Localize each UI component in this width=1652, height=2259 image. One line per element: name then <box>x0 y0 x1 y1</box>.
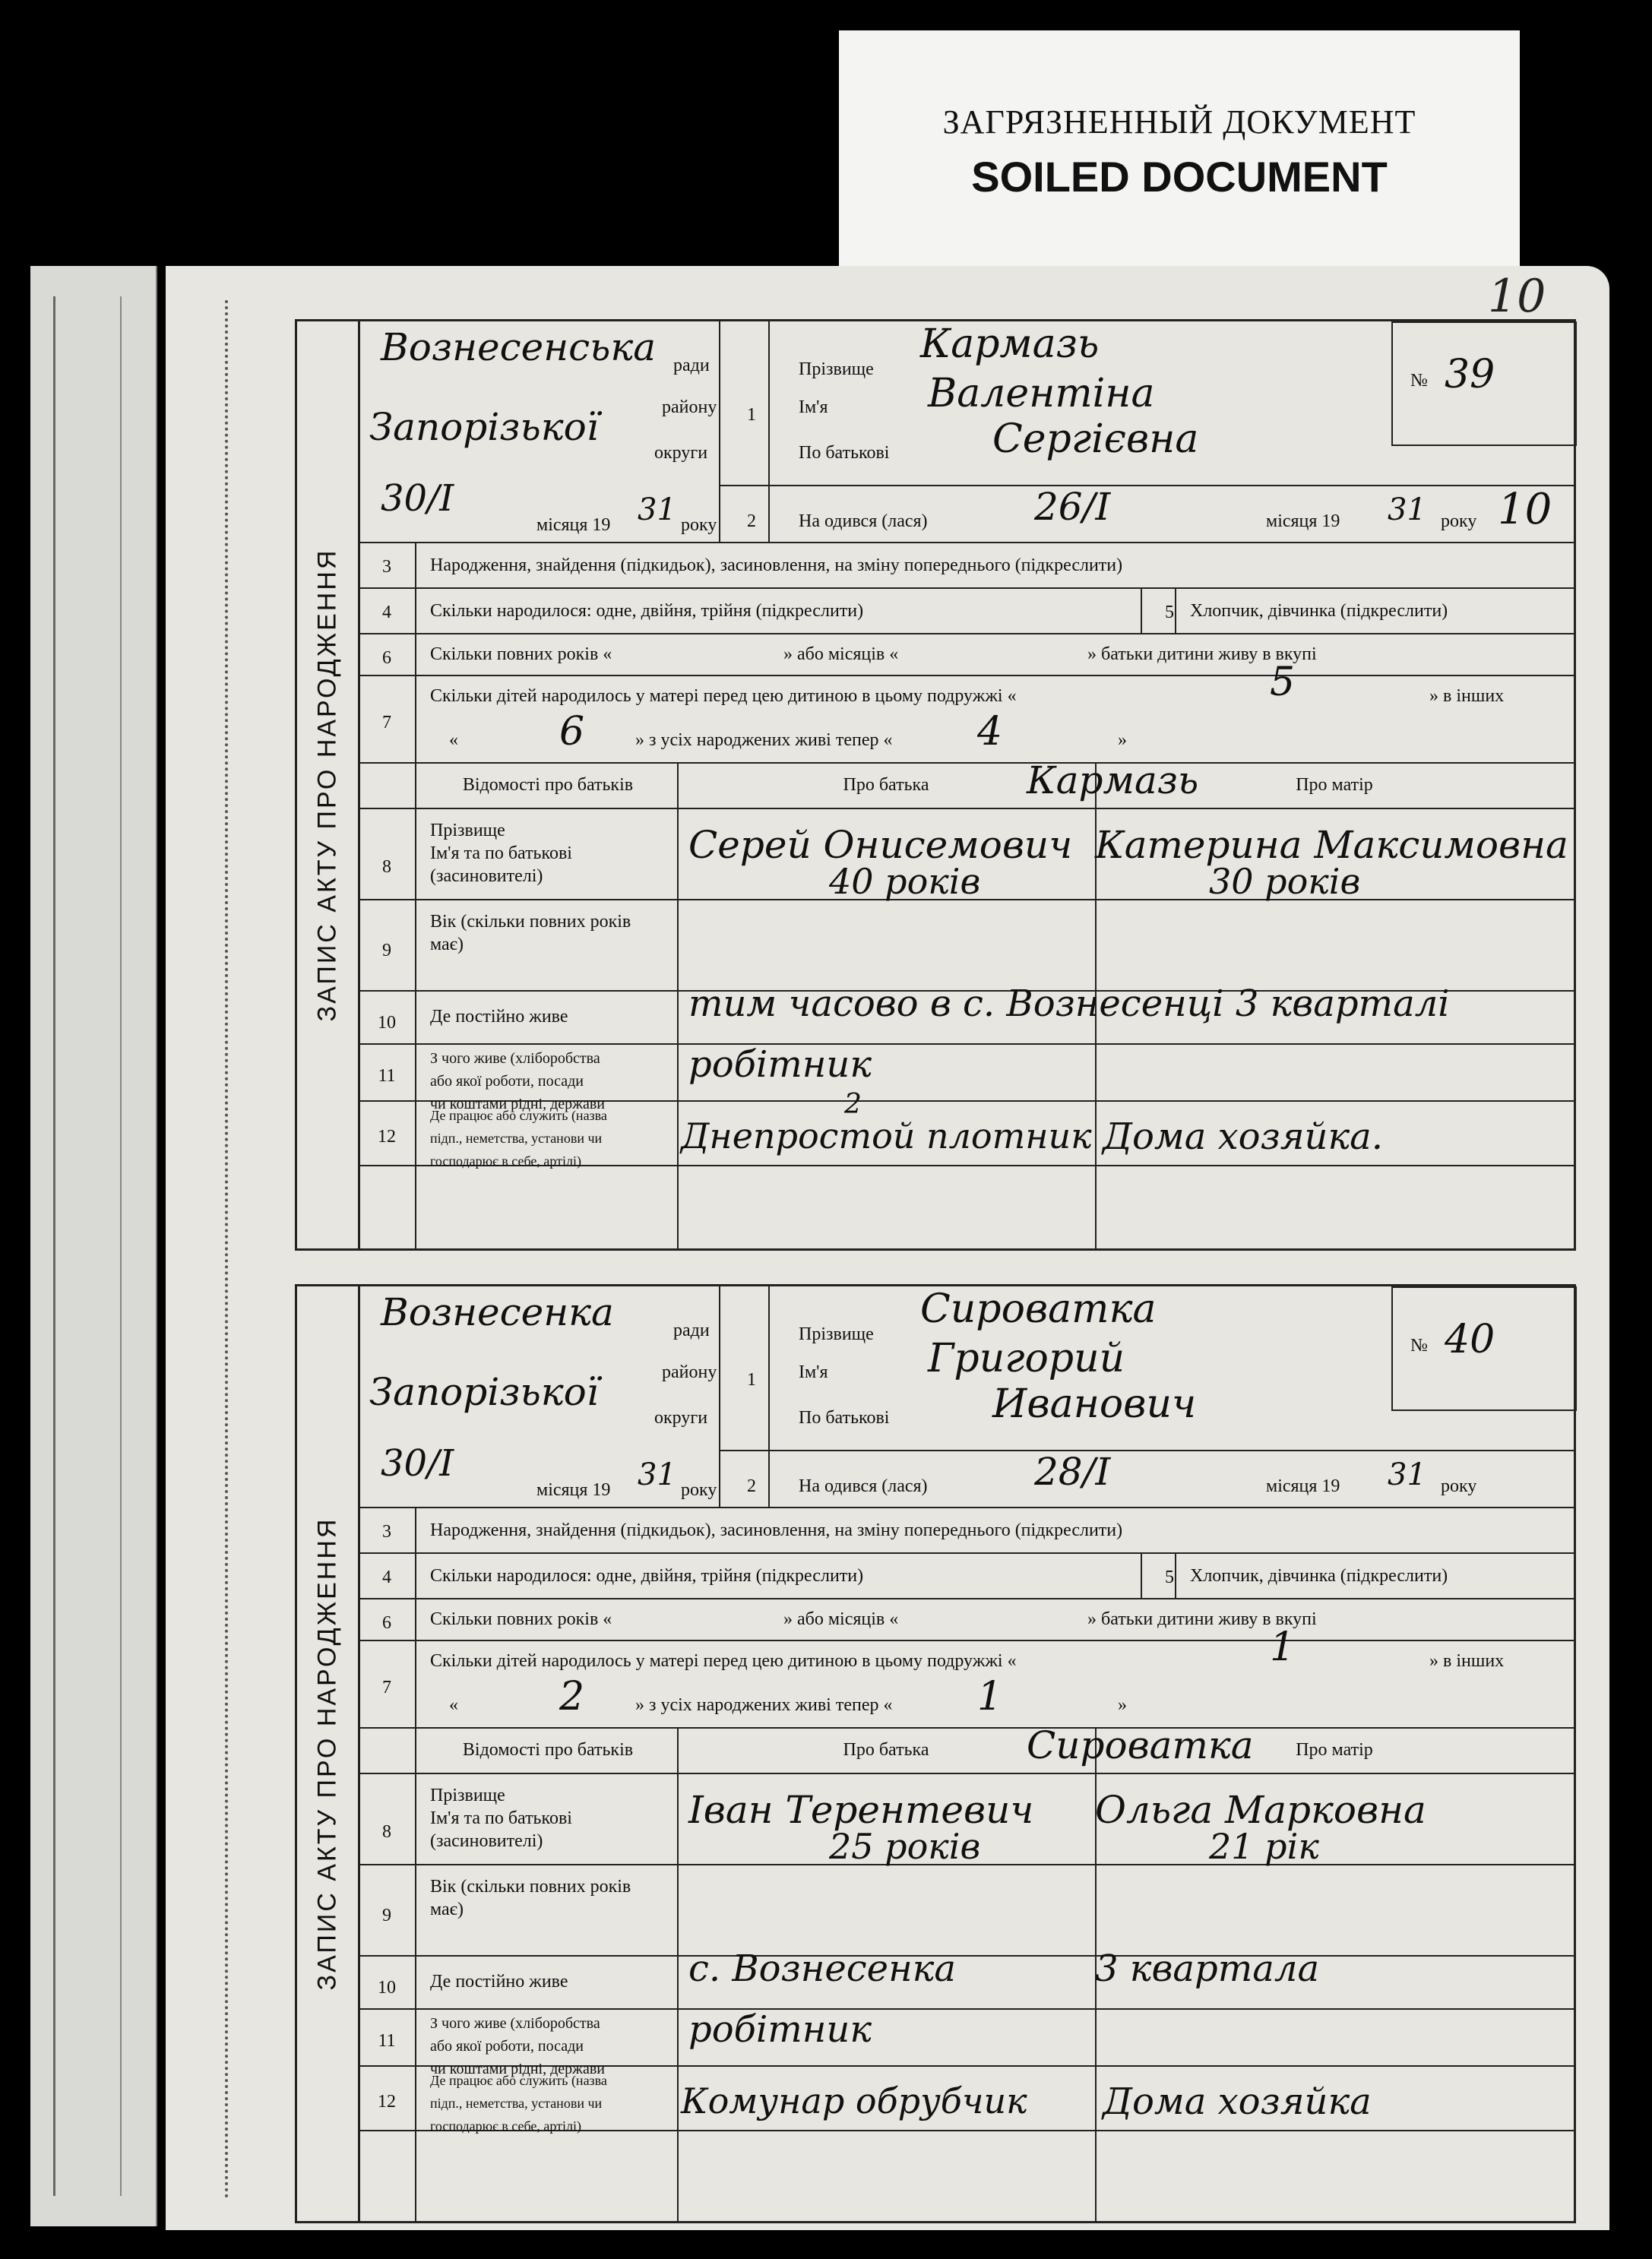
birth-date: 26/I <box>1034 485 1111 529</box>
row-number: 7 <box>382 1678 391 1697</box>
row-number: 9 <box>382 1906 391 1925</box>
row6-text-c: » батьки дитини живу в вкупі <box>1087 644 1317 664</box>
residence-mother: 3 квартала <box>1095 1947 1320 1990</box>
mother-name: Катерина Максимовна <box>1095 823 1568 867</box>
row6-text-b: » або місяців « <box>783 1609 899 1629</box>
row7-text-d: » з усіх народжених живі тепер « <box>635 730 893 750</box>
children-alive: 1 <box>977 1674 1003 1720</box>
label-surname: Прізвище <box>799 359 874 379</box>
header-divider <box>719 1286 720 1507</box>
row-rule <box>358 1598 1574 1599</box>
row4-text: Скільки народилося: одне, двійня, трійня (підкреслити) <box>430 1566 864 1586</box>
registration-year: 31 <box>638 492 676 527</box>
label-month: місяця 19 <box>1266 511 1340 531</box>
children-total: 2 <box>559 1674 585 1720</box>
label-patronymic: По батькові <box>799 443 890 463</box>
label-surname: Прізвище <box>799 1324 874 1344</box>
row-number: 6 <box>382 1613 391 1633</box>
father-work-note: 2 <box>844 1089 862 1120</box>
row-number-column <box>415 1507 416 2221</box>
place-rada: Вознесенська <box>381 325 657 369</box>
children-in-marriage: 1 <box>1270 1625 1296 1670</box>
r8-label: Прізвище Ім'я та по батькові (засиновителі) <box>430 821 572 886</box>
row-number: 10 <box>378 1978 396 1998</box>
row-rule <box>358 1043 1574 1045</box>
row-number: 12 <box>378 2092 396 2112</box>
row-number: 5 <box>1165 1568 1174 1587</box>
label-year: року <box>681 1480 717 1500</box>
children-alive: 4 <box>977 709 1003 755</box>
row7-text-e: » <box>1118 730 1127 750</box>
child-name: Григорий <box>928 1336 1125 1381</box>
label-year: року <box>1441 511 1477 531</box>
row-rule <box>358 762 1574 764</box>
header-mid-rule <box>719 1450 1574 1451</box>
father-age: 40 років <box>829 861 981 902</box>
row5-divider <box>1141 587 1142 633</box>
label-year: року <box>1441 1476 1477 1496</box>
row5-divider <box>1141 1552 1142 1598</box>
birth-year: 31 <box>1388 492 1426 527</box>
label-month: місяця 19 <box>536 1480 611 1500</box>
mother-name: Ольга Марковна <box>1095 1788 1426 1832</box>
row-rule <box>358 1773 1574 1774</box>
label-number: № <box>1410 371 1428 391</box>
row7-text-d: » з усіх народжених живі тепер « <box>635 1695 893 1715</box>
col-mother-header: Про матір <box>1296 775 1373 795</box>
row7-text-a: Скільки дітей народилось у матері перед цею дитиною в цьому подружжі « <box>430 686 1017 706</box>
header-divider <box>719 321 720 542</box>
col-mother-header: Про матір <box>1296 1740 1373 1760</box>
row7-text-c: « <box>449 730 458 750</box>
row4-text: Скільки народилося: одне, двійня, трійня (підкреслити) <box>430 601 864 621</box>
father-age: 25 років <box>829 1826 981 1867</box>
label-number: № <box>1410 1336 1428 1356</box>
row-number: 5 <box>1165 603 1174 622</box>
r11-label: З чого живе (хліборобства або якої роботи, посади чи коштами рідні, держави <box>430 2015 605 2077</box>
row-rule <box>358 633 1574 634</box>
r10-label: Де постійно живе <box>430 1007 568 1027</box>
row-rule <box>358 2008 1574 2010</box>
father-name: Серей Онисемович <box>688 823 1073 867</box>
record-number: 39 <box>1445 352 1495 397</box>
birth-record-1 <box>295 319 1576 1251</box>
row-number: 7 <box>382 713 391 732</box>
r12-label: Де працює або служить (назва підп., неметства, установи чи господарює в себе, артілі) <box>430 2073 607 2134</box>
father-work: Комунар обрубчик <box>681 2080 1027 2121</box>
mother-age: 21 рік <box>1209 1826 1319 1867</box>
binding-edge <box>53 296 55 2196</box>
binding-edge-inner <box>120 296 122 2196</box>
place-okruga: Запорізької <box>369 1370 599 1414</box>
row7-text-a: Скільки дітей народилось у матері перед цею дитиною в цьому подружжі « <box>430 1651 1017 1671</box>
row6-text-b: » або місяців « <box>783 644 899 664</box>
row-rule <box>358 587 1574 589</box>
label-okruga: округи <box>654 1408 708 1428</box>
row6-text-c: » батьки дитини живу в вкупі <box>1087 1609 1317 1629</box>
record-number: 40 <box>1445 1317 1495 1362</box>
row6-text-a: Скільки повних років « <box>430 1609 612 1629</box>
row-number: 8 <box>382 1822 391 1842</box>
row-number: 2 <box>747 1476 756 1496</box>
row3-text: Народження, знайдення (підкидьок), засиновлення, на зміну попереднього (підкреслити) <box>430 1520 1123 1540</box>
book-binding <box>30 266 157 2226</box>
header-divider <box>768 321 770 542</box>
record-side-title: ЗАПИС АКТУ ПРО НАРОДЖЕННЯ <box>297 1286 360 2221</box>
label-rada: ради <box>673 1321 710 1340</box>
row6-text-a: Скільки повних років « <box>430 644 612 664</box>
r10-label: Де постійно живе <box>430 1972 568 1992</box>
header-divider <box>768 1286 770 1507</box>
record-side-title: ЗАПИС АКТУ ПРО НАРОДЖЕННЯ <box>297 321 360 1248</box>
children-total: 6 <box>559 709 585 755</box>
child-patronymic: Сергієвна <box>992 416 1199 462</box>
label-name: Ім'я <box>799 397 828 417</box>
label-rayon: району <box>662 1362 717 1382</box>
register-page <box>166 266 1609 2230</box>
col-father-header: Про батька <box>843 1740 929 1760</box>
r8-label: Прізвище Ім'я та по батькові (засиновителі) <box>430 1786 572 1851</box>
r9-label: Вік (скільки повних років має) <box>430 912 631 954</box>
birth-year: 31 <box>1388 1457 1426 1492</box>
row-rule <box>358 675 1574 676</box>
father-work: Днепростой плотник <box>681 1115 1092 1156</box>
row-number: 12 <box>378 1127 396 1147</box>
r11-label: З чого живе (хліборобства або якої роботи, посади чи коштами рідні, держави <box>430 1050 605 1112</box>
residence: с. Вознесенка <box>688 1947 956 1990</box>
page-perforation <box>225 300 228 2200</box>
row7-text-b: » в інших <box>1429 1651 1505 1671</box>
row-number-column <box>415 542 416 1248</box>
child-name: Валентіна <box>928 371 1155 416</box>
row-number: 3 <box>382 1522 391 1542</box>
col-father-header: Про батька <box>843 775 929 795</box>
row-number: 10 <box>378 1013 396 1033</box>
child-surname: Сироватка <box>920 1286 1157 1332</box>
label-month: місяця 19 <box>1266 1476 1340 1496</box>
children-in-marriage: 5 <box>1270 660 1296 705</box>
row-rule <box>358 808 1574 809</box>
child-surname: Кармазь <box>920 321 1100 367</box>
col-info-header: Відомості про батьків <box>462 775 634 795</box>
occupation: робітник <box>688 1043 872 1086</box>
row-number: 2 <box>747 511 756 531</box>
mother-work: Дома хозяйка <box>1103 2080 1372 2123</box>
row-number: 1 <box>747 1370 756 1390</box>
row-rule <box>358 542 1574 543</box>
registration-date: 30/I <box>381 477 454 520</box>
parents-col-divider <box>677 762 679 1248</box>
father-name: Іван Терентевич <box>688 1788 1034 1832</box>
parents-col-divider <box>677 1727 679 2221</box>
row5-text: Хлопчик, дівчинка (підкреслити) <box>1190 1566 1448 1586</box>
label-name: Ім'я <box>799 1362 828 1382</box>
row-number: 3 <box>382 557 391 577</box>
child-patronymic: Иванович <box>992 1381 1197 1427</box>
occupation: робітник <box>688 2008 872 2051</box>
col-info-header: Відомості про батьків <box>462 1740 634 1760</box>
row-number: 11 <box>378 1066 396 1086</box>
registration-year: 31 <box>638 1457 676 1492</box>
label-month: місяця 19 <box>536 515 611 535</box>
birth-record-2 <box>295 1284 1576 2223</box>
header-mid-rule <box>719 485 1574 486</box>
label-patronymic: По батькові <box>799 1408 890 1428</box>
label-rayon: району <box>662 397 717 417</box>
row-number: 1 <box>747 405 756 425</box>
mother-work: Дома хозяйка. <box>1103 1115 1383 1158</box>
place-okruga: Запорізької <box>369 405 599 449</box>
birth-date: 28/I <box>1034 1450 1111 1494</box>
registration-date: 30/I <box>381 1442 454 1485</box>
family-surname: Сироватка <box>1027 1723 1254 1767</box>
page-number: 10 <box>1488 270 1546 323</box>
residence: тим часово в с. Вознесенці 3 кварталі <box>688 982 1450 1025</box>
row7-text-b: » в інших <box>1429 686 1505 706</box>
row7-text-e: » <box>1118 1695 1127 1715</box>
row-number: 9 <box>382 941 391 960</box>
row-number: 11 <box>378 2031 396 2051</box>
birth-extra: 10 <box>1498 485 1552 534</box>
family-surname: Кармазь <box>1027 758 1199 802</box>
place-rada: Вознесенка <box>381 1290 614 1334</box>
label-rada: ради <box>673 356 710 375</box>
row-number: 4 <box>382 1568 391 1587</box>
row3-text: Народження, знайдення (підкидьок), засиновлення, на зміну попереднього (підкреслити) <box>430 555 1123 575</box>
label-year: року <box>681 515 717 535</box>
row-rule <box>358 1507 1574 1508</box>
stamp-text-ru: ЗАГРЯЗНЕННЫЙ ДОКУМЕНТ <box>942 103 1416 141</box>
row-rule <box>358 1552 1574 1554</box>
row-rule <box>358 1640 1574 1641</box>
label-born: На одився (лася) <box>799 511 928 531</box>
row5-text: Хлопчик, дівчинка (підкреслити) <box>1190 601 1448 621</box>
row-rule <box>358 1955 1574 1957</box>
stamp-text-en: SOILED DOCUMENT <box>971 153 1388 201</box>
row-rule <box>358 1727 1574 1729</box>
r12-label: Де працює або служить (назва підп., неметства, установи чи господарює в себе, артілі) <box>430 1108 607 1169</box>
row-number: 8 <box>382 857 391 877</box>
soiled-document-stamp <box>839 30 1520 274</box>
mother-age: 30 років <box>1209 861 1361 902</box>
label-born: На одився (лася) <box>799 1476 928 1496</box>
row7-text-c: « <box>449 1695 458 1715</box>
row-number: 4 <box>382 603 391 622</box>
row-number: 6 <box>382 648 391 668</box>
label-okruga: округи <box>654 443 708 463</box>
r9-label: Вік (скільки повних років має) <box>430 1877 631 1919</box>
